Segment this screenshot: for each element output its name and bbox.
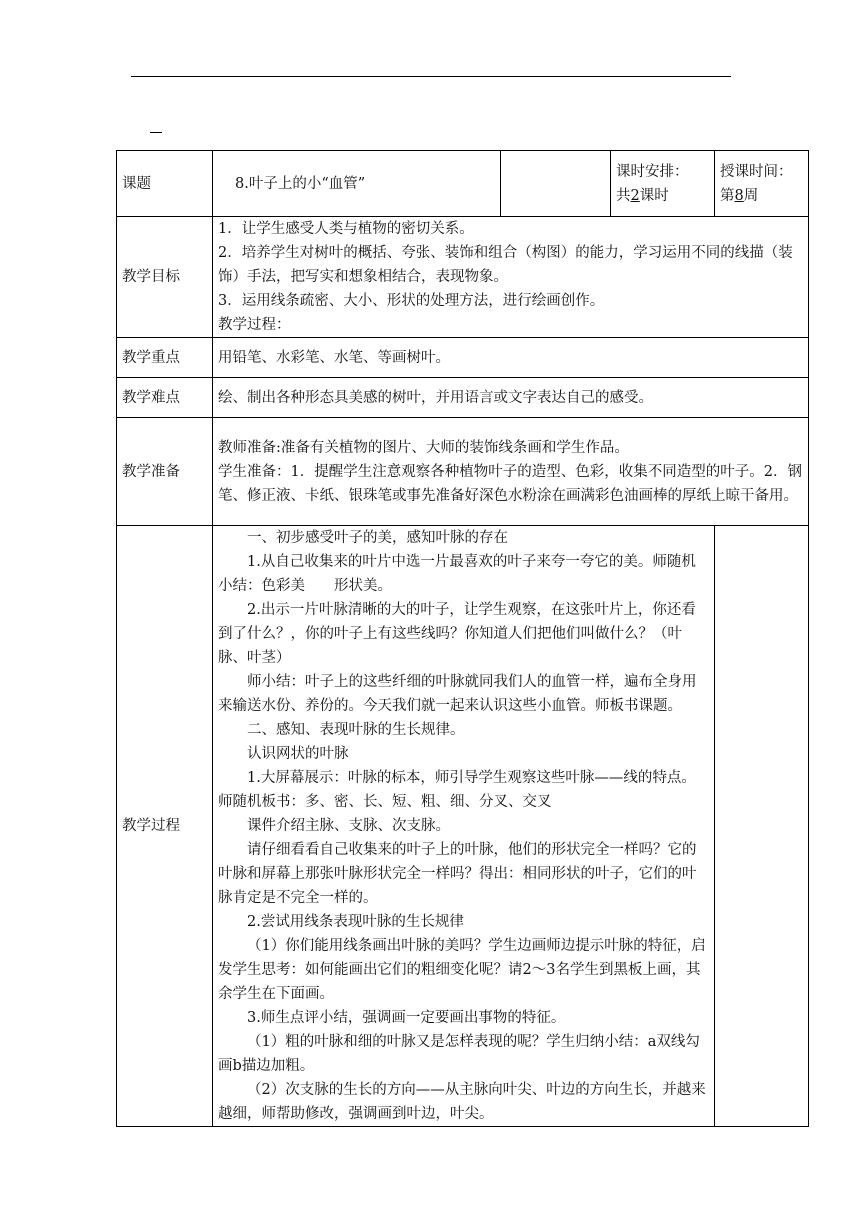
hours-value: 2	[630, 187, 640, 204]
goal-item: 教学过程：	[218, 317, 291, 333]
process-paragraph: 一、初步感受叶子的美，感知叶脉的存在	[247, 530, 508, 546]
process-paragraph: 课件介绍主脉、支脉、次支脉。	[247, 818, 450, 834]
goal-item: 2．培养学生对树叶的概括、夸张、装饰和组合（构图）的能力，学习运用不同的线描（装饰）手法，把写实和想象相结合，表现物象。	[218, 245, 793, 285]
row-goals	[117, 217, 809, 338]
header-rule	[131, 76, 731, 77]
week-line: 第8周	[720, 187, 759, 204]
process-paragraph: 2.出示一片叶脉清晰的大的叶子，让学生观察，在这张叶片上，你还看到了什么？，你的叶子上有这些线吗？你知道人们把他们叫做什么？（叶脉、叶茎）	[218, 602, 696, 666]
key-label: 教学重点	[117, 338, 213, 378]
row-title	[117, 151, 809, 217]
week-value: 8	[734, 187, 744, 204]
goals-label: 教学目标	[117, 217, 213, 338]
goals-content	[213, 217, 809, 338]
week-heading: 授课时间：	[720, 163, 793, 180]
process-label: 教学过程	[117, 526, 213, 1127]
row-difficult	[117, 378, 809, 418]
process-content	[213, 526, 715, 1127]
process-paragraph: （1）你们能用线条画出叶脉的美吗？学生边画师边提示叶脉的特征，启发学生思考：如何能画出它们的粗细变化呢？请2～3名学生到黑板上画，其余学生在下面画。	[218, 938, 706, 1002]
row-process	[117, 526, 809, 1127]
process-paragraph: 师小结：叶子上的这些纤细的叶脉就同我们人的血管一样，遍布全身用来输送水份、养份的。今天我们就一起来认识这些小血管。师板书课题。	[218, 674, 697, 714]
teacher-prep: 教师准备:准备有关植物的图片、大师的装饰线条画和学生作品。	[218, 439, 629, 456]
process-paragraph: （2）次支脉的生长的方向——从主脉向叶尖、叶边的方向生长，并越来越细，师帮助修改，强调画到叶边，叶尖。	[218, 1082, 706, 1122]
process-paragraph: 二、感知、表现叶脉的生长规律。	[247, 722, 465, 738]
process-paragraph: （1）粗的叶脉和细的叶脉又是怎样表现的呢？学生归纳小结：a双线勾画b描边加粗。	[218, 1034, 700, 1074]
hours-line: 共2课时	[616, 187, 669, 204]
title-blank-cell	[501, 151, 611, 217]
process-paragraph: 认识网状的叶脉	[247, 746, 349, 762]
process-paragraph: 1.从自己收集来的叶片中选一片最喜欢的叶子来夸一夸它的美。师随机小结：色彩美 形状美。	[218, 554, 696, 594]
difficult-label: 教学难点	[117, 378, 213, 418]
title-label: 课题	[117, 151, 213, 217]
process-paragraph: 请仔细看看自己收集来的叶子上的叶脉，他们的形状完全一样吗？它的叶脉和屏幕上那张叶脉形状完全一样吗？得出：相同形状的叶子，它们的叶脉肯定是不完全一样的。	[218, 842, 697, 906]
prep-content	[213, 418, 809, 526]
lesson-plan-table	[116, 150, 809, 1127]
process-notes-cell	[715, 526, 809, 1127]
week-cell	[715, 151, 809, 217]
lesson-title: 8.叶子上的小“血管”	[213, 151, 501, 217]
header-dash	[150, 132, 162, 133]
process-paragraph: 3.师生点评小结，强调画一定要画出事物的特征。	[247, 1010, 566, 1026]
goal-item: 1．让学生感受人类与植物的密切关系。	[218, 221, 474, 237]
difficult-content: 绘、制出各种形态具美感的树叶，并用语言或文字表达自己的感受。	[213, 378, 809, 418]
row-key	[117, 338, 809, 378]
student-prep: 学生准备：1．提醒学生注意观察各种植物叶子的造型、色彩，收集不同造型的叶子。2．钢笔、修正液、卡纸、银珠笔或事先准备好深色水粉涂在画满彩色油画棒的厚纸上晾干备用。	[218, 463, 802, 504]
process-paragraph: 2.尝试用线条表现叶脉的生长规律	[247, 914, 464, 930]
goal-item: 3．运用线条疏密、大小、形状的处理方法，进行绘画创作。	[218, 293, 605, 309]
row-prep	[117, 418, 809, 526]
hours-cell	[611, 151, 715, 217]
prep-label: 教学准备	[117, 418, 213, 526]
hours-heading: 课时安排：	[616, 163, 689, 180]
key-content: 用铅笔、水彩笔、水笔、等画树叶。	[213, 338, 809, 378]
process-paragraph: 1.大屏幕展示：叶脉的标本，师引导学生观察这些叶脉——线的特点。师随机板书：多、密、长、短、粗、细、分叉、交叉	[218, 770, 696, 810]
